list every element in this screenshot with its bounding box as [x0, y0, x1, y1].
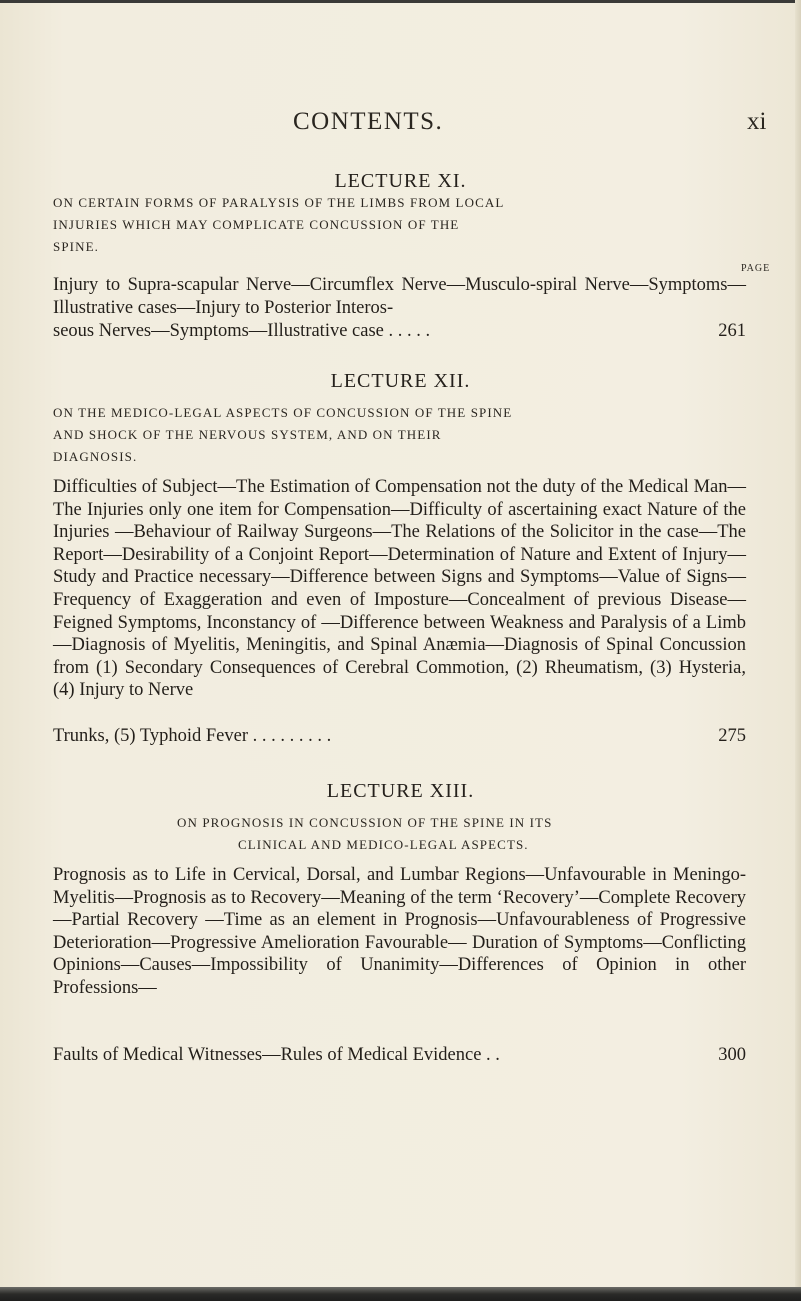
lecture-subtitle-line: DIAGNOSIS. [53, 449, 138, 464]
running-header [0, 108, 801, 138]
page-reference: 275 [718, 726, 746, 746]
lecture-summary-last-line [53, 320, 746, 343]
lecture-subtitle-line: SPINE. [53, 239, 99, 254]
lecture-summary: Prognosis as to Life in Cervical, Dorsal, and Lumbar Regions—Unfavourable in Meningo-Myelitis—Prognosis as to Recovery—Meaning of the term ‘Recovery’—Complete Recovery—Partial Recovery —Time as an element in Prognosis—Unfavourableness of Progressive Deterioration—Progressive Amelioration Favourable— Duration of Symptoms—Conflicting Opinions—Causes—Impossibility of Unanimity—Differences of Opinion in other Professions— [53, 865, 746, 998]
page-reference: 261 [718, 321, 746, 341]
page-number: xi [747, 108, 767, 135]
lecture-subtitle-line: ON THE MEDICO-LEGAL ASPECTS OF CONCUSSION OF THE SPINE [53, 405, 513, 420]
lecture-subtitle-line: CLINICAL AND MEDICO-LEGAL ASPECTS. [238, 837, 529, 852]
lecture-summary-last-line [53, 1044, 746, 1067]
page-top-edge [0, 0, 801, 3]
lecture-subtitle-line: INJURIES WHICH MAY COMPLICATE CONCUSSION OF THE [53, 217, 460, 232]
lecture-summary: Difficulties of Subject—The Estimation of Compensation not the duty of the Medical Man—The Injuries only one item for Compensation—Difficulty of ascertaining exact Nature of the Injuries —Behaviour of Railway Surgeons—The Relations of the Solicitor in the case—The Report—Desirability of a Conjoint Report—Determination of Nature and Extent of Injury—Study and Practice necessary—Difference between Signs and Symptoms—Value of Signs—Frequency of Exaggeration and even of Imposture—Concealment of previous Disease—Feigned Symptoms, Inconstancy of —Difference between Weakness and Paralysis of a Limb—Diagnosis of Myelitis, Meningitis, and Spinal Anæmia—Diagnosis of Spinal Concussion from (1) Secondary Consequences of Cerebral Commotion, (2) Rheumatism, (3) Hysteria, (4) Injury to Nerve [53, 477, 746, 701]
lecture-summary: Injury to Supra-scapular Nerve—Circumflex Nerve—Musculo-spiral Nerve—Symptoms—Illustrative cases—Injury to Posterior Interos- [53, 275, 746, 318]
last-line-text: Faults of Medical Witnesses—Rules of Medical Evidence . . [53, 1045, 500, 1065]
page-column-label: PAGE [741, 263, 771, 274]
page-right-edge [795, 0, 801, 1301]
lecture-subtitle-line: ON PROGNOSIS IN CONCUSSION OF THE SPINE IN ITS [177, 815, 553, 830]
last-line-text: seous Nerves—Symptoms—Illustrative case . . . . . [53, 321, 431, 341]
lecture-heading: LECTURE XI. [334, 170, 467, 192]
lecture-subtitle-line: AND SHOCK OF THE NERVOUS SYSTEM, AND ON THEIR [53, 427, 442, 442]
lecture-subtitle-line: ON CERTAIN FORMS OF PARALYSIS OF THE LIMBS FROM LOCAL [53, 195, 505, 210]
lecture-heading: LECTURE XII. [330, 370, 471, 392]
page-bottom-edge [0, 1287, 801, 1301]
lecture-heading: LECTURE XIII. [326, 780, 475, 802]
page-reference: 300 [718, 1045, 746, 1065]
running-title: CONTENTS. [293, 108, 444, 135]
lecture-summary-last-line [53, 725, 746, 748]
last-line-text: Trunks, (5) Typhoid Fever . . . . . . . . . [53, 726, 332, 746]
